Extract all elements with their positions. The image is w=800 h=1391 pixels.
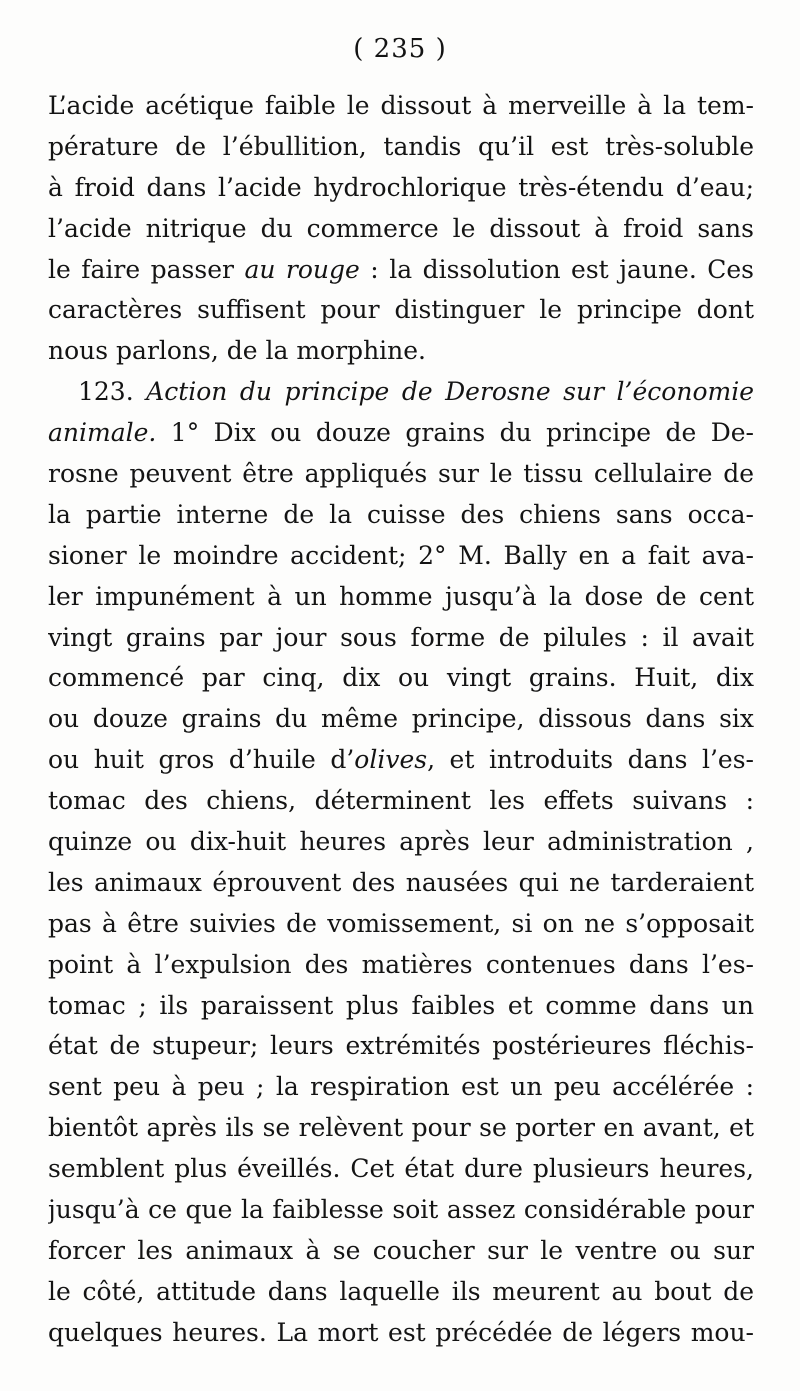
text-line: à froid dans l’acide hydrochlorique très-étendu d’eau;	[48, 172, 754, 202]
text-line: jusqu’à ce que la faiblesse soit assez considérable pour	[48, 1195, 754, 1225]
text-segment: , et introduits dans l’es-	[427, 745, 754, 775]
text-segment: 1° Dix ou douze grains du principe de De-	[156, 418, 754, 448]
text-line	[48, 740, 754, 781]
text-segment: : la dissolution est jaune. Ces	[359, 254, 754, 284]
text-line: le côté, attitude dans laquelle ils meurent au bout de	[48, 1276, 754, 1306]
text-line: tomac ; ils paraissent plus faibles et comme dans un	[48, 990, 754, 1020]
text-line: les animaux éprouvent des nausées qui ne tarderaient	[48, 867, 754, 897]
text-line: commencé par cinq, dix ou vingt grains. Huit, dix	[48, 663, 754, 693]
text-line: bientôt après ils se relèvent pour se porter en avant, et	[48, 1113, 754, 1143]
text-line: quelques heures. La mort est précédée de légers mou-	[48, 1317, 754, 1347]
section-heading	[48, 372, 754, 413]
section-title: Action du principe de Derosne sur l’économie	[133, 377, 754, 407]
text-line	[48, 250, 754, 291]
text-line: sioner le moindre accident; 2° M. Bally en a fait ava-	[48, 540, 754, 570]
text-line: l’acide nitrique du commerce le dissout à froid sans	[48, 213, 754, 243]
section-number: 123.	[78, 377, 134, 407]
text-line: la partie interne de la cuisse des chiens sans occa-	[48, 499, 754, 529]
text-line: état de stupeur; leurs extrémités postérieures fléchis-	[48, 1031, 754, 1061]
text-line: pérature de l’ébullition, tandis qu’il est très-soluble	[48, 131, 754, 161]
text-line: semblent plus éveillés. Cet état dure plusieurs heures,	[48, 1154, 754, 1184]
body-text	[48, 86, 754, 1354]
text-line: L’acide acétique faible le dissout à merveille à la tem-	[48, 91, 754, 120]
text-line: forcer les animaux à se coucher sur le ventre ou sur	[48, 1235, 754, 1265]
text-segment: le faire passer	[48, 254, 245, 284]
text-line: quinze ou dix-huit heures après leur administration ,	[48, 827, 754, 857]
text-line: sent peu à peu ; la respiration est un peu accélérée :	[48, 1072, 754, 1102]
italic-phrase: au rouge	[244, 254, 360, 284]
text-line: vingt grains par jour sous forme de pilules : il avait	[48, 622, 754, 652]
text-segment: ou huit gros d’huile d’	[48, 745, 355, 775]
text-line: point à l’expulsion des matières contenues dans l’es-	[48, 949, 754, 979]
text-line	[48, 413, 754, 454]
text-line: tomac des chiens, déterminent les effets suivans :	[48, 786, 754, 816]
text-line: rosne peuvent être appliqués sur le tissu cellulaire de	[48, 459, 754, 489]
text-line: ler impunément à un homme jusqu’à la dose de cent	[48, 581, 754, 611]
text-line: ou douze grains du même principe, dissous dans six	[48, 704, 754, 734]
text-line: pas à être suivies de vomissement, si on ne s’opposait	[48, 908, 754, 938]
text-line: nous parlons, de la morphine.	[48, 336, 427, 366]
text-line: caractères suffisent pour distinguer le principe dont	[48, 295, 754, 325]
italic-phrase: olives	[354, 745, 428, 775]
page-number: ( 235 )	[353, 34, 447, 64]
section-title: animale.	[48, 418, 157, 448]
